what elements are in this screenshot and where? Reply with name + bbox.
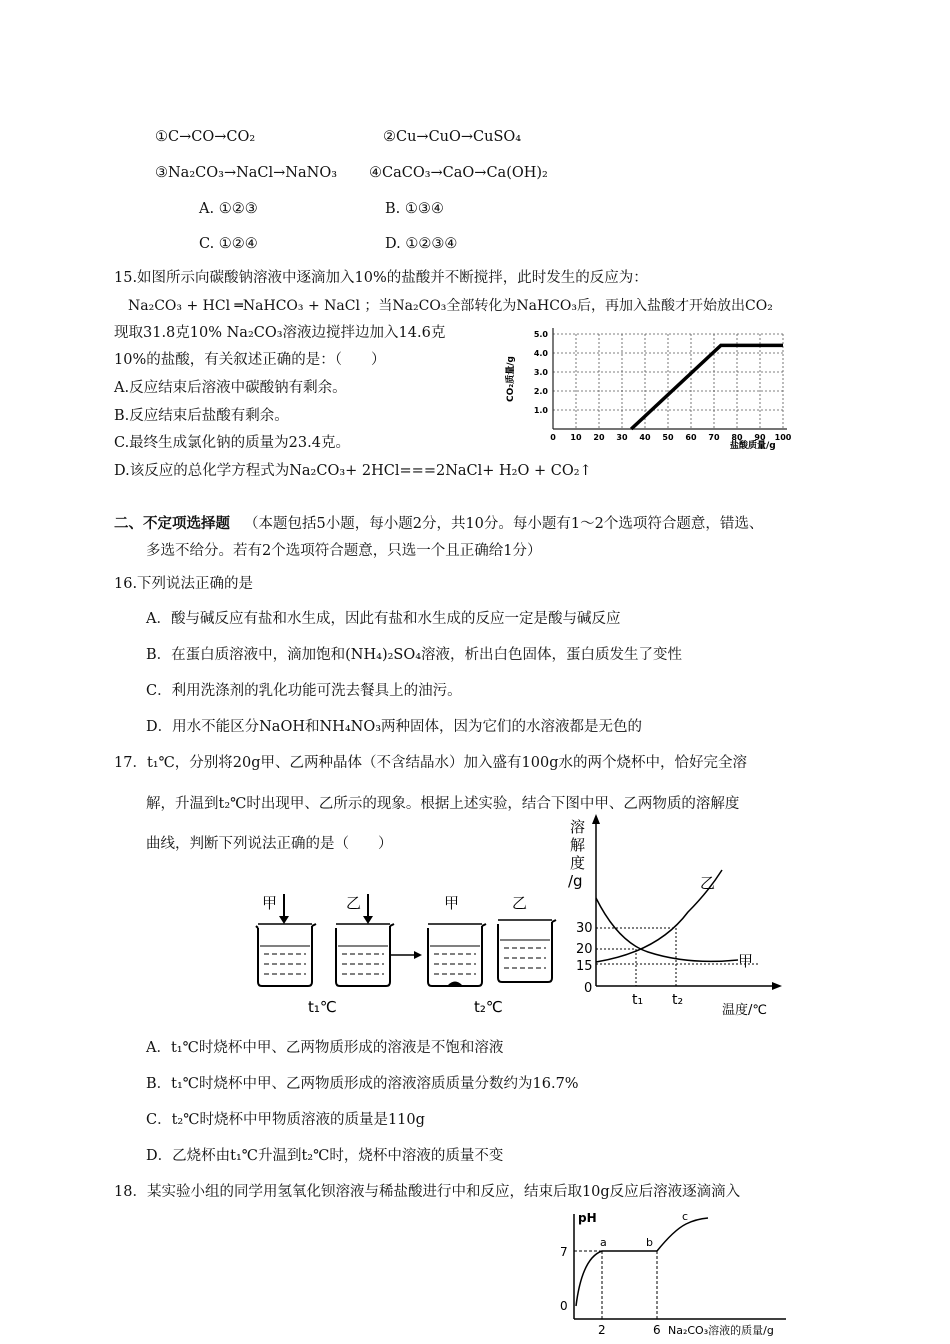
beaker-label: 甲	[262, 894, 278, 912]
x-axis-label: 温度/℃	[722, 1003, 767, 1018]
q14-option-2: ②Cu→CuO→CuSO₄	[383, 129, 522, 145]
x-tick-t2: t₂	[672, 992, 684, 1008]
drop-arrow-head	[363, 916, 373, 924]
y-axis-arrow	[592, 814, 600, 824]
x-tick-label: 80	[731, 433, 743, 442]
point-c: c	[682, 1210, 689, 1223]
q17-choice-a: A．t₁℃时烧杯中甲、乙两物质形成的溶液是不饱和溶液	[146, 1040, 504, 1056]
y-tick-7: 7	[560, 1245, 568, 1259]
q16-stem: 16.下列说法正确的是	[114, 576, 254, 592]
precipitate	[448, 982, 462, 986]
q17-stem-1: 17．t₁℃，分别将20g甲、乙两种晶体（不含结晶水）加入盛有100g水的两个烧杯中，恰好完全溶	[114, 755, 747, 771]
curve-label-yi: 乙	[700, 874, 716, 892]
temperature-t1: t₁℃	[308, 998, 337, 1016]
y-axis-label-char: 溶	[570, 818, 586, 836]
y-tick-label: 1.0	[533, 406, 548, 415]
y-tick-label: 30	[576, 921, 593, 936]
y-tick-label: 0	[584, 981, 593, 996]
x-tick-2: 2	[598, 1323, 606, 1337]
x-tick-6: 6	[653, 1323, 661, 1337]
section2-desc-2: 多选不给分。若有2个选项符合题意，只选一个且正确给1分）	[146, 543, 542, 559]
q17-choice-c: C．t₂℃时烧杯中甲物质溶液的质量是110g	[146, 1112, 425, 1128]
y-tick-label: 4.0	[533, 349, 548, 358]
x-tick-t1: t₁	[632, 992, 644, 1008]
y-tick-label: 3.0	[533, 368, 548, 377]
beaker-label: 乙	[346, 894, 362, 912]
q15-choice-b: B.反应结束后盐酸有剩余。	[114, 408, 289, 424]
solubility-chart	[558, 812, 788, 1022]
q16-choice-a: A．酸与碱反应有盐和水生成，因此有盐和水生成的反应一定是酸与碱反应	[146, 611, 621, 627]
q14-choice-c: C. ①②④	[199, 236, 258, 252]
q14-option-1: ①C→CO→CO₂	[155, 129, 256, 145]
q17-stem-3: 曲线，判断下列说法正确的是（ ）	[146, 836, 393, 852]
q17-choice-d: D．乙烧杯由t₁℃升温到t₂℃时，烧杯中溶液的质量不变	[146, 1148, 504, 1164]
q15-stem-4: 10%的盐酸，有关叙述正确的是：（ ）	[114, 352, 386, 368]
q16-choice-d: D．用水不能区分NaOH和NH₄NO₃两种固体，因为它们的水溶液都是无色的	[146, 719, 643, 735]
curve-jia	[596, 898, 738, 961]
y-axis-label-char: 解	[570, 836, 586, 854]
q16-choice-c: C．利用洗涤剂的乳化功能可洗去餐具上的油污。	[146, 683, 462, 699]
x-tick-label: 50	[662, 433, 674, 442]
beaker-label: 乙	[512, 894, 528, 912]
y-axis-label-char: /g	[568, 872, 583, 890]
ph-curve	[576, 1218, 708, 1306]
x-tick-label: 90	[754, 433, 766, 442]
point-a: a	[600, 1236, 607, 1249]
point-b: b	[646, 1236, 653, 1249]
section2-title: 二、不定项选择题	[114, 515, 230, 532]
q14-choice-b: B. ①③④	[385, 201, 444, 217]
ph-chart	[556, 1206, 816, 1344]
section2-desc-1: （本题包括5小题，每小题2分，共10分。每小题有1～2个选项符合题意，错选、	[244, 516, 764, 532]
q17-stem-2: 解，升温到t₂℃时出现甲、乙所示的现象。根据上述实验，结合下图中甲、乙两物质的溶解度	[146, 796, 740, 812]
x-axis-arrow	[772, 982, 782, 990]
q17-choice-b: B．t₁℃时烧杯中甲、乙两物质形成的溶液溶质质量分数约为16.7%	[146, 1076, 579, 1092]
y-tick-label: 15	[576, 959, 593, 974]
q15-choice-c: C.最终生成氯化钠的质量为23.4克。	[114, 435, 350, 451]
x-axis-label: Na₂CO₃溶液的质量/g	[668, 1324, 774, 1337]
q15-choice-d: D.该反应的总化学方程式为Na₂CO₃+ 2HCl===2NaCl+ H₂O + CO₂↑	[114, 463, 592, 479]
y-tick-label: 2.0	[533, 387, 548, 396]
q18-stem: 18．某实验小组的同学用氢氧化钡溶液与稀盐酸进行中和反应，结束后取10g反应后溶液逐滴滴入	[114, 1184, 741, 1200]
q14-option-3: ③Na₂CO₃→NaCl→NaNO₃	[155, 165, 338, 181]
co2-mass-chart	[505, 322, 805, 454]
drop-arrow-head	[279, 916, 289, 924]
x-axis-label: 盐酸质量/g	[730, 441, 776, 451]
q14-option-4: ④CaCO₃→CaO→Ca(OH)₂	[369, 165, 548, 181]
beaker-experiment-figure	[250, 890, 570, 1020]
q14-choice-d: D. ①②③④	[385, 236, 458, 252]
process-arrow	[390, 951, 422, 959]
q14-choice-a: A. ①②③	[199, 201, 258, 217]
q16-choice-b: B．在蛋白质溶液中，滴加饱和(NH₄)₂SO₄溶液，析出白色固体，蛋白质发生了变性	[146, 647, 683, 663]
y-tick-label: 5.0	[533, 330, 548, 339]
x-tick-label: 70	[708, 433, 720, 442]
y-axis-label: CO₂质量/g	[506, 356, 516, 402]
beaker-2	[336, 894, 394, 986]
beaker-1	[256, 894, 316, 986]
x-tick-label: 0	[550, 433, 556, 442]
y-axis-label-char: 度	[570, 854, 586, 872]
q15-stem-2: Na₂CO₃ + HCl ═NaHCO₃ + NaCl ；当Na₂CO₃全部转化为NaHCO₃后，再加入盐酸才开始放出CO₂	[128, 298, 773, 314]
x-tick-label: 30	[616, 433, 628, 442]
q15-stem-1: 15.如图所示向碳酸钠溶液中逐滴加入10%的盐酸并不断搅拌，此时发生的反应为：	[114, 270, 648, 286]
x-tick-label: 100	[774, 433, 792, 442]
beaker-4	[498, 894, 556, 982]
q15-choice-a: A.反应结束后溶液中碳酸钠有剩余。	[114, 380, 347, 396]
x-tick-label: 40	[639, 433, 651, 442]
chart-grid	[553, 334, 783, 429]
x-tick-label: 60	[685, 433, 697, 442]
q15-stem-3: 现取31.8克10% Na₂CO₃溶液边搅拌边加入14.6克	[114, 325, 446, 341]
beaker-label: 甲	[444, 894, 460, 912]
y-axis-label: pH	[578, 1211, 597, 1225]
x-tick-label: 10	[570, 433, 582, 442]
curve-label-jia: 甲	[738, 952, 754, 970]
y-tick-label: 20	[576, 942, 593, 957]
x-tick-label: 20	[593, 433, 605, 442]
temperature-t2: t₂℃	[474, 998, 503, 1016]
beaker-3	[428, 894, 486, 986]
origin-label: 0	[560, 1299, 568, 1313]
